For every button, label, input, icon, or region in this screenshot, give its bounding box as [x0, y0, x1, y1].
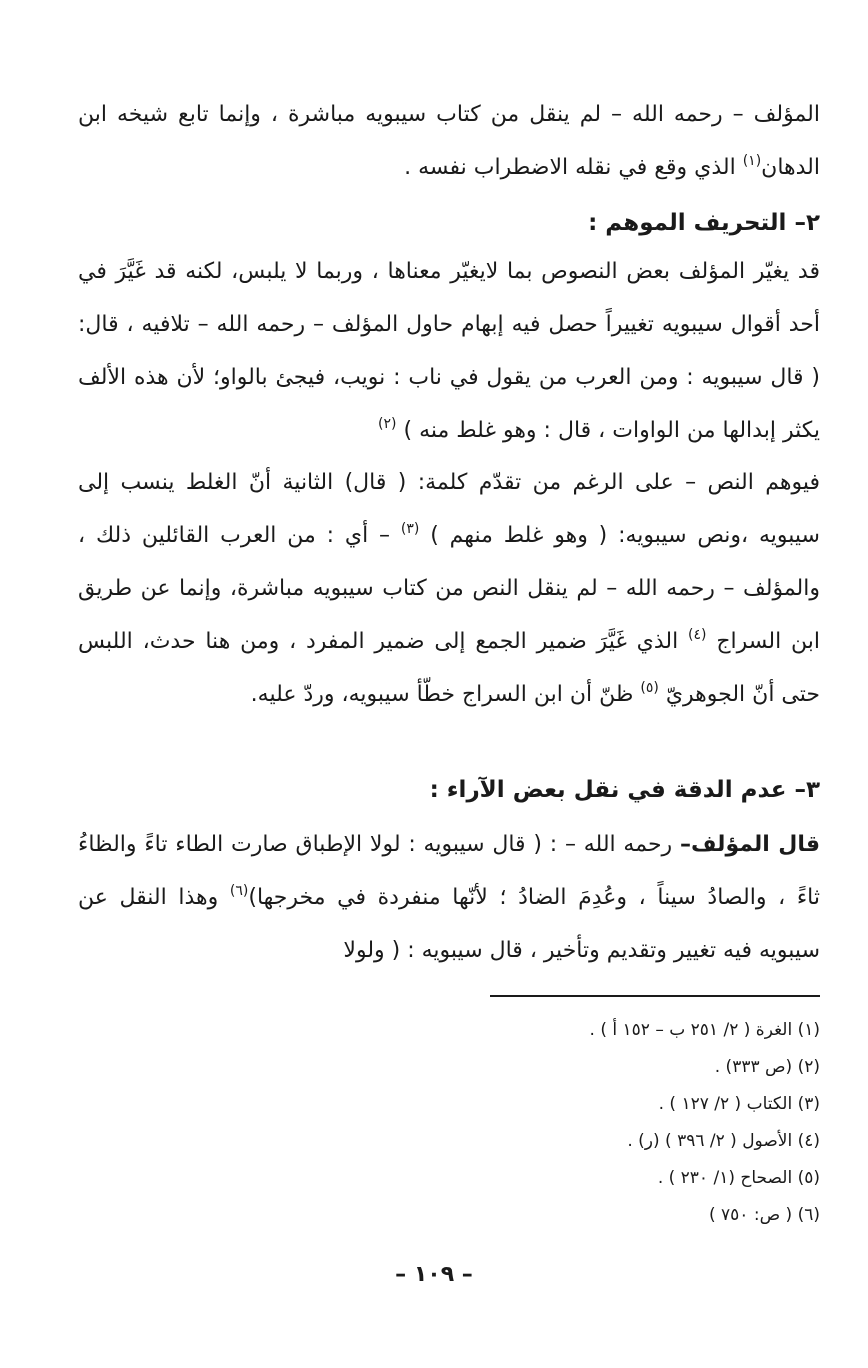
footnote-1: (١) الغرة ( ٢/ ٢٥١ ب – ١٥٢ أ ) . [589, 1020, 820, 1040]
paragraph-1-tail: الذي وقع في نقله الاضطراب نفسه . [404, 155, 743, 180]
paragraph-1-text: المؤلف – رحمه الله – لم ينقل من كتاب سيبويه مباشرة ، وإنما تابع شيخه ابن الدهان [78, 102, 820, 180]
paragraph-3-text-d: ظنّ أن ابن السراج خطّأ سيبويه، وردّ عليه. [250, 682, 641, 707]
footnote-ref-2: (٢) [378, 416, 397, 432]
paragraph-3-text-a: فيوهم النص – على الرغم من تقدّم كلمة: ( قال) الثانية أنّ الغلط ينسب إلى سيبويه ،ونص سيبويه: ( وهو غلط منهم ) [78, 470, 820, 548]
paragraph-4-lead: قال المؤلف– [679, 832, 821, 857]
section-heading-3: ٣– عدم الدقة في نقل بعض الآراء : [429, 777, 820, 803]
footnote-4: (٤) الأصول ( ٢/ ٣٩٦ ) (ر) . [627, 1131, 820, 1151]
paragraph-3-text-c: الذي غَيَّرَ ضمير الجمع إلى ضمير المفرد ، ومن هنا حدث، اللبس حتى أنّ الجوهريّ [78, 629, 820, 707]
footnote-ref-6: (٦) [229, 883, 249, 899]
footnote-5: (٥) الصحاح (١/ ٢٣٠ ) . [657, 1168, 820, 1188]
footnote-ref-4: (٤) [688, 627, 707, 643]
paragraph-4-text-a: رحمه الله – : ( قال سيبويه : لولا الإطباق صارت الطاء تاءً والظاءُ ثاءً ، والصادُ سيناً ، وعُدِمَ الضادُ ؛ لأنّها منفردة في مخرجها) [78, 832, 820, 910]
footnote-2: (٢) (ص ٣٣٣) . [714, 1057, 820, 1077]
paragraph-1 [78, 88, 820, 194]
footnote-3: (٣) الكتاب ( ٢/ ١٢٧ ) . [658, 1094, 820, 1114]
footnote-ref-1: (١) [742, 153, 762, 169]
footnotes-list [430, 1012, 820, 1234]
footnote-6: (٦) ( ص: ٧٥٠ ) [709, 1205, 820, 1225]
footnote-ref-5: (٥) [640, 680, 659, 696]
footnote-ref-3: (٣) [400, 521, 420, 537]
page-number: – ١٠٩ – [395, 1262, 473, 1287]
paragraph-2-text: قد يغيّر المؤلف بعض النصوص بما لايغيّر معناها ، وربما لا يلبس، لكنه قد غَيَّرَ في أحد أقوال سيبويه تغييراً حصل فيه إبهام حاول المؤلف – رحمه الله – تلافيه ، قال: ( قال سيبويه : ومن العرب من يقول في ناب : نويب، فيجئ بالواو؛ لأن هذه الألف يكثر إبدالها من الواوات ، قال : وهو غلط منه ) [78, 259, 820, 443]
paragraph-4 [78, 818, 820, 977]
paragraph-3 [78, 456, 820, 721]
paragraph-4-text-b: وهذا النقل عن سيبويه فيه تغيير وتقديم وتأخير ، قال سيبويه : ( ولولا [78, 885, 820, 963]
paragraph-2 [78, 245, 820, 457]
paragraph-3-text-b: – أي : من العرب القائلين ذلك ، والمؤلف – رحمه الله – لم ينقل النص من كتاب سيبويه مباشرة، وإنما عن طريق ابن السراج [78, 523, 820, 654]
section-heading-2: ٢– التحريف الموهم : [588, 210, 820, 236]
footnote-separator [490, 995, 820, 997]
